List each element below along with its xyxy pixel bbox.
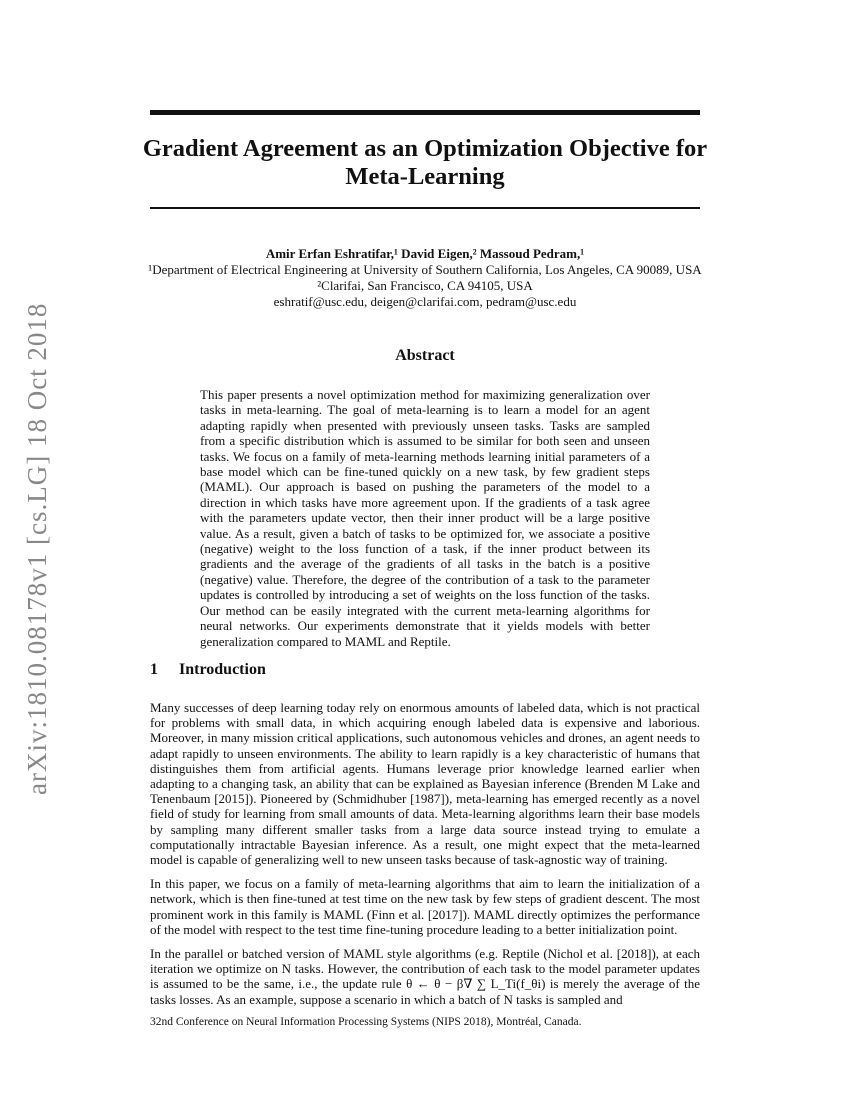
affiliation-1: ¹Department of Electrical Engineering at University of Southern California, Los Angeles, CA 90089, USA — [148, 262, 702, 277]
abstract-text: This paper presents a novel optimization method for maximizing generalization over tasks in meta-learning. The goal of meta-learning is to learn a model for an agent adapting rapidly when presented with previously unseen tasks. Tasks are sampled from a specific distribution which is assumed to be similar for both seen and unseen tasks. We focus on a family of meta-learning methods learning initial parameters of a base model which can be fine-tuned quickly on a new task, by few gradient steps (MAML). Our approach is based on pushing the parameters of the model to a direction in which tasks have more agreement upon. If the gradients of a task agree with the parameters update vector, then their inner product will be a large positive value. As a result, given a batch of tasks to be optimized for, we associate a positive (negative) weight to the loss function of a task, if the inner product between its gradients and the average of the gradients of all tasks in the batch is a positive (negative) value. Therefore, the degree of the contribution of a task to the parameter updates is controlled by introducing a set of weights on the loss function of the tasks. Our method can be easily integrated with the current meta-learning algorithms for neural networks. Our experiments demonstrate that it yields models with better generalization compared to MAML and Reptile. — [200, 387, 650, 649]
paragraph: In the parallel or batched version of MAML style algorithms (e.g. Reptile (Nichol et al. [2018]), at each iteration we optimize on N tasks. However, the contribution of each task to the model parameter updates is assumed to be the same, i.e., the update rule θ ← θ − β∇ ∑ L_Ti(f_θi) is merely the average of the tasks losses. As an example, suppose a scenario in which a batch of N tasks is sampled and — [150, 946, 700, 1007]
arxiv-stamp: arXiv:1810.08178v1 [cs.LG] 18 Oct 2018 — [22, 302, 52, 795]
title-rule-bottom — [150, 207, 700, 209]
paragraph: In this paper, we focus on a family of meta-learning algorithms that aim to learn the initialization of a network, which is then fine-tuned at test time on the new task by few steps of gradient descent. The most prominent work in this family is MAML (Finn et al. [2017]). MAML directly optimizes the performance of the model with respect to the test time fine-tuning procedure leading to a better initialization point. — [150, 876, 700, 937]
abstract-heading: Abstract — [395, 347, 455, 364]
conference-footer: 32nd Conference on Neural Information Processing Systems (NIPS 2018), Montréal, Canada. — [150, 1016, 582, 1028]
paper-title: Gradient Agreement as an Optimization Objective for Meta-Learning — [142, 135, 708, 190]
section-title: Introduction — [179, 661, 266, 678]
paragraph: Many successes of deep learning today rely on enormous amounts of labeled data, which is not practical for problems with small data, in which acquiring enough labeled data is expensive and laborious. Moreover, in many mission critical applications, such autonomous vehicles and drones, an agent needs to adapt rapidly to unseen environments. The ability to learn rapidly is a key characteristic of humans that distinguishes them from artificial agents. Humans leverage prior knowledge learned earlier when adapting to a changing task, an ability that can be explained as Bayesian inference (Brenden M Lake and Tenenbaum [2015]). Pioneered by (Schmidhuber [1987]), meta-learning has emerged recently as a novel field of study for learning from small amounts of data. Meta-learning algorithms learn their base models by sampling many different smaller tasks from a large data source instead trying to emulate a computationally intractable Bayesian inference. As a result, one might expect that the meta-learned model is capable of generalizing well to new unseen tasks because of task-agnostic way of training. — [150, 700, 700, 868]
author-emails: eshratif@usc.edu, deigen@clarifai.com, pedram@usc.edu — [273, 294, 577, 309]
section-number: 1 — [150, 661, 158, 678]
affiliation-2: ²Clarifai, San Francisco, CA 94105, USA — [317, 278, 533, 293]
title-rule-top — [150, 110, 700, 115]
section-heading — [150, 661, 266, 679]
author-names: Amir Erfan Eshratifar,¹ David Eigen,² Massoud Pedram,¹ — [265, 246, 585, 261]
body-text — [150, 700, 700, 1016]
author-block — [100, 246, 750, 310]
